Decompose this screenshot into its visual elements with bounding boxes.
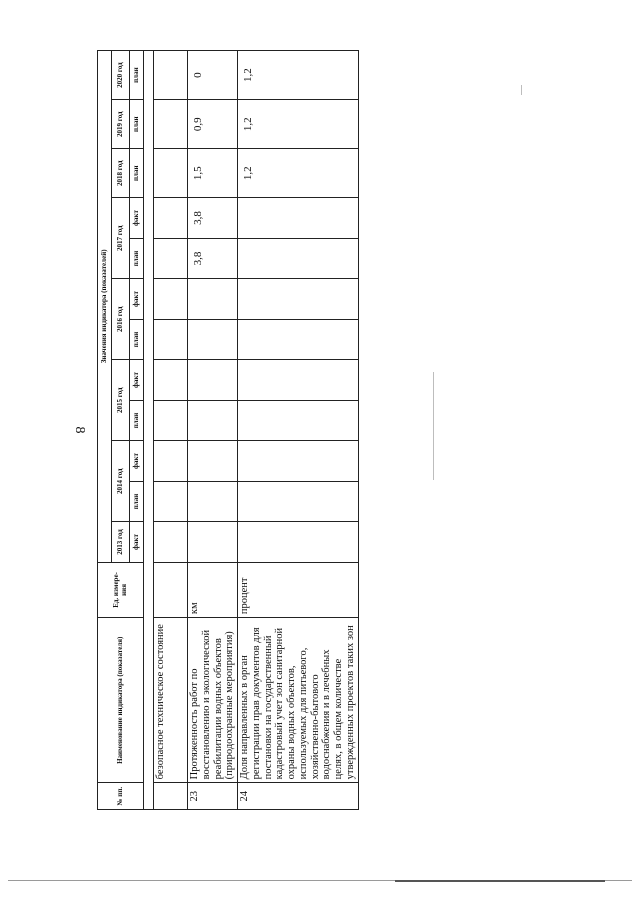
row-number <box>154 783 188 810</box>
row-indicator-name: Протяженность работ по восстановлению и экологической реабилитации водных объектов (природоохранные мероприятия) <box>188 618 238 783</box>
row-number: 24 <box>238 783 359 810</box>
row-value <box>154 238 188 279</box>
row-unit: км <box>188 562 238 617</box>
row-value <box>238 481 359 522</box>
subheader-fact: факт <box>130 522 144 563</box>
row-value: 3,8 <box>188 238 238 279</box>
page-bottom-rule <box>395 880 605 882</box>
header-name: Наименование индикатора (показателя) <box>98 618 144 783</box>
indicator-table <box>97 50 359 810</box>
row-value <box>154 400 188 441</box>
subheader-plan: план <box>130 100 144 149</box>
row-value <box>154 481 188 522</box>
row-value <box>188 279 238 320</box>
header-year-2018: 2018 год <box>112 149 130 198</box>
row-value <box>154 100 188 149</box>
table-row <box>238 51 359 810</box>
header-year-2013: 2013 год <box>112 522 130 563</box>
row-indicator-name: безопасное техническое состояние <box>154 618 188 783</box>
subheader-fact: факт <box>130 441 144 482</box>
header-unit: Ед. измере- ния <box>98 562 144 617</box>
row-value: 1,2 <box>238 51 359 100</box>
row-value <box>238 522 359 563</box>
subheader-plan: план <box>130 51 144 100</box>
row-value <box>238 360 359 401</box>
row-value <box>154 149 188 198</box>
subheader-fact: факт <box>130 360 144 401</box>
header-year-2016: 2016 год <box>112 279 130 360</box>
row-value <box>154 279 188 320</box>
header-year-2017: 2017 год <box>112 198 130 279</box>
row-value <box>238 279 359 320</box>
header-values-group: Значения индикатора (показателей) <box>98 51 112 563</box>
subheader-fact: факт <box>130 279 144 320</box>
row-value <box>154 319 188 360</box>
row-value <box>188 319 238 360</box>
vertical-stroke-mark <box>521 85 522 95</box>
row-value <box>154 51 188 100</box>
row-value <box>238 238 359 279</box>
row-number: 23 <box>188 783 238 810</box>
header-year-2019: 2019 год <box>112 100 130 149</box>
row-value <box>188 481 238 522</box>
header-year-2014: 2014 год <box>112 441 130 522</box>
subheader-fact: факт <box>130 198 144 239</box>
table-row <box>154 51 188 810</box>
page-number: 8 <box>72 426 87 434</box>
subheader-plan: план <box>130 319 144 360</box>
table-row <box>188 51 238 810</box>
row-value <box>154 522 188 563</box>
row-value <box>154 441 188 482</box>
row-unit: процент <box>238 562 359 617</box>
row-unit <box>154 562 188 617</box>
header-spacer-row <box>144 51 154 810</box>
subheader-plan: план <box>130 481 144 522</box>
row-value <box>188 400 238 441</box>
row-value <box>154 198 188 239</box>
row-value <box>238 400 359 441</box>
subheader-plan: план <box>130 238 144 279</box>
row-value: 1,2 <box>238 100 359 149</box>
row-value <box>238 441 359 482</box>
subheader-plan: план <box>130 149 144 198</box>
row-value: 0 <box>188 51 238 100</box>
row-value <box>188 441 238 482</box>
row-indicator-name: Доля направленных в орган регистрации прав документов для постановки на государственный кадастровый учет зон санитарной охраны водных объектов, используемых для питьевого, хозяйственно-бытового водоснабжения и в лечебных целях, в общем количестве утвержденных проектов таких зон <box>238 618 359 783</box>
header-no: № пп. <box>98 783 144 810</box>
header-year-2015: 2015 год <box>112 360 130 441</box>
row-value: 0,9 <box>188 100 238 149</box>
row-value <box>188 522 238 563</box>
row-value <box>238 319 359 360</box>
row-value <box>188 360 238 401</box>
vertical-stroke-mark <box>433 372 434 480</box>
subheader-plan: план <box>130 400 144 441</box>
row-value: 1,2 <box>238 149 359 198</box>
header-year-2020: 2020 год <box>112 51 130 100</box>
row-value: 1,5 <box>188 149 238 198</box>
row-value: 3,8 <box>188 198 238 239</box>
row-value <box>154 360 188 401</box>
rotated-table-container <box>97 50 356 810</box>
row-value <box>238 198 359 239</box>
